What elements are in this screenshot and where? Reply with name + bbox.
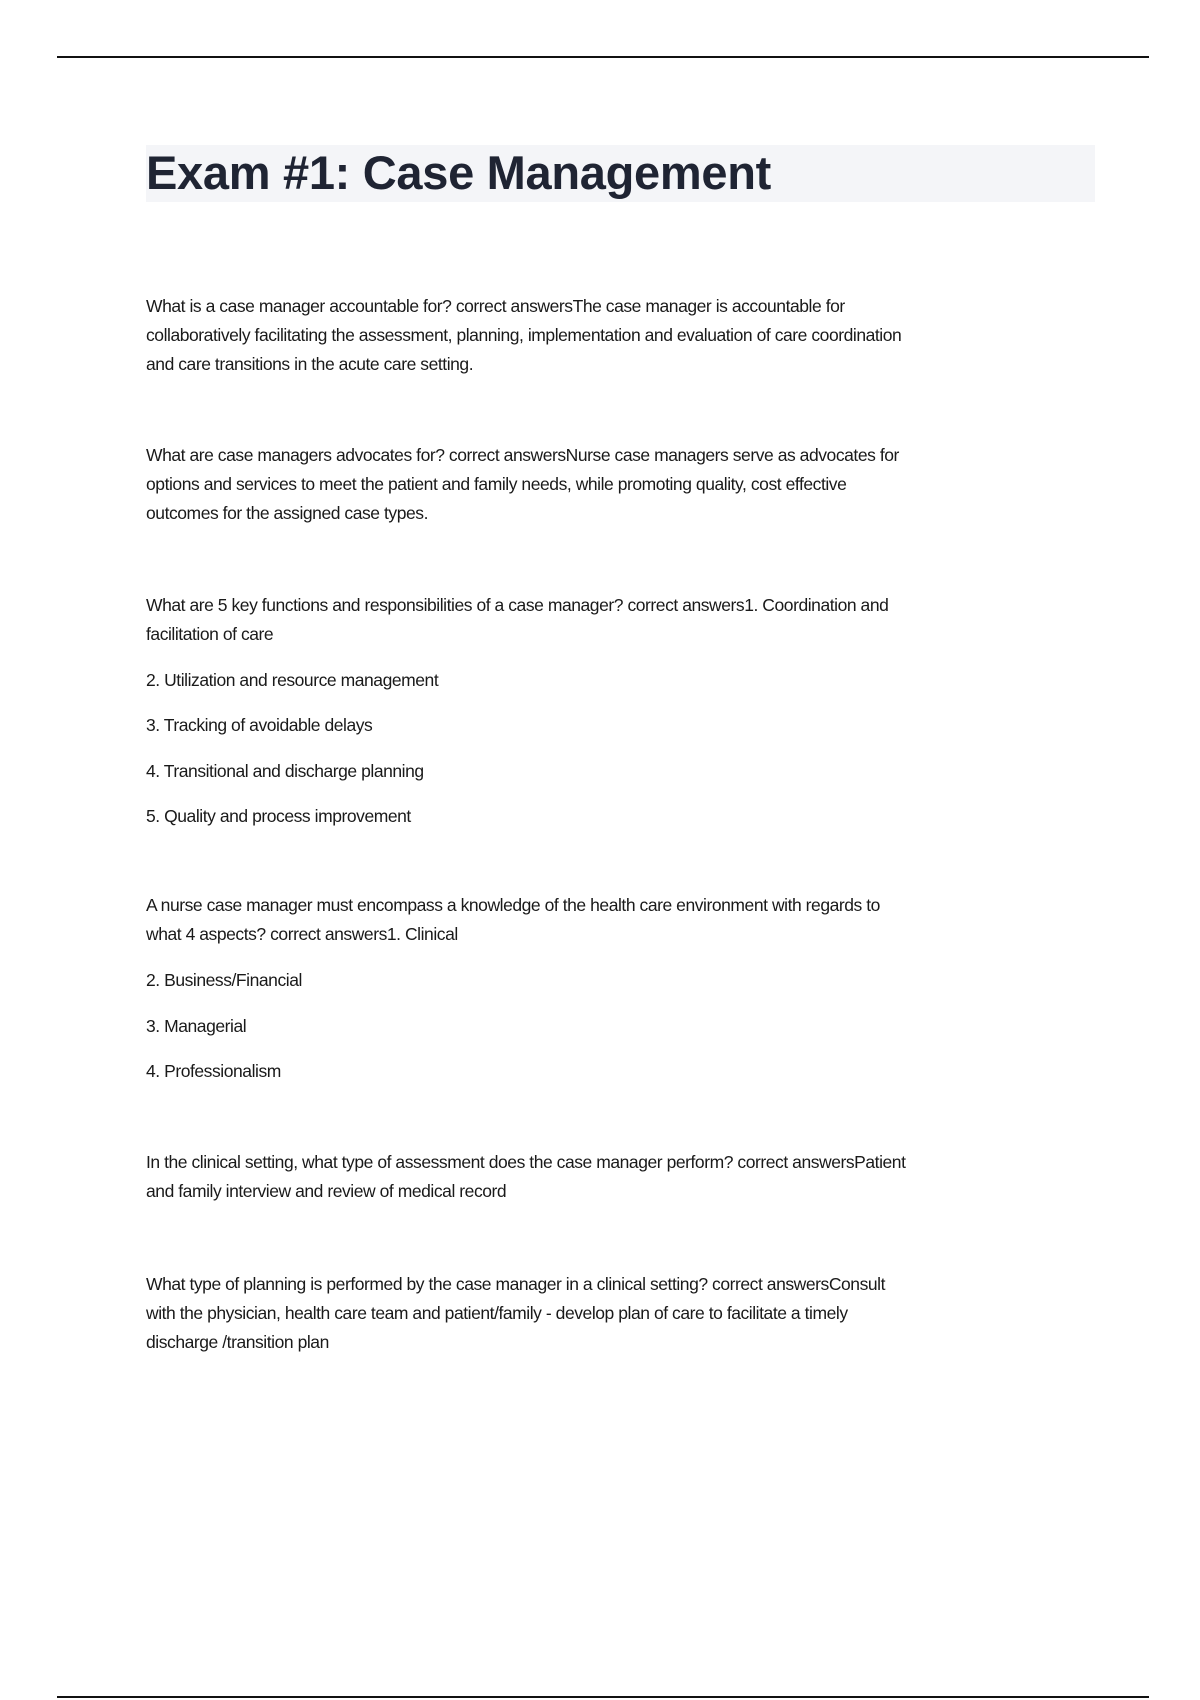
- text-line: what 4 aspects? correct answers1. Clinical: [146, 924, 458, 944]
- page-title: Exam #1: Case Management: [146, 146, 771, 199]
- qa-item-1: [146, 292, 1106, 379]
- text-line: discharge /transition plan: [146, 1332, 329, 1352]
- text-line: options and services to meet the patient and family needs, while promoting quality, cost effective: [146, 474, 847, 494]
- list-item: 3. Tracking of avoidable delays: [146, 715, 373, 735]
- list-item: 5. Quality and process improvement: [146, 806, 411, 826]
- text-line: What type of planning is performed by the case manager in a clinical setting? correct answersConsult: [146, 1274, 886, 1294]
- text-line: A nurse case manager must encompass a knowledge of the health care environment with regards to: [146, 895, 880, 915]
- top-rule: [57, 56, 1149, 58]
- text-line: What are 5 key functions and responsibilities of a case manager? correct answers1. Coordination and: [146, 595, 889, 615]
- qa-item-2: [146, 441, 1106, 528]
- bottom-rule: [57, 1696, 1149, 1698]
- text-line: facilitation of care: [146, 624, 274, 644]
- text-line: and care transitions in the acute care setting.: [146, 354, 474, 374]
- text-line: outcomes for the assigned case types.: [146, 503, 428, 523]
- text-line: What is a case manager accountable for? correct answersThe case manager is accountable for: [146, 296, 845, 316]
- qa-item-4: [146, 891, 1106, 1086]
- text-line: What are case managers advocates for? correct answersNurse case managers serve as advocates for: [146, 445, 899, 465]
- qa-item-6: [146, 1270, 1106, 1357]
- list-item: 2. Business/Financial: [146, 970, 302, 990]
- list-item: 4. Transitional and discharge planning: [146, 761, 424, 781]
- text-line: In the clinical setting, what type of assessment does the case manager perform? correct answersPatient: [146, 1152, 906, 1172]
- text-line: and family interview and review of medical record: [146, 1181, 507, 1201]
- list-item: 3. Managerial: [146, 1016, 247, 1036]
- qa-item-5: [146, 1148, 1106, 1206]
- qa-item-3: [146, 591, 1106, 831]
- text-line: collaboratively facilitating the assessment, planning, implementation and evaluation of care coordination: [146, 325, 902, 345]
- list-item: 2. Utilization and resource management: [146, 670, 439, 690]
- list-item: 4. Professionalism: [146, 1061, 281, 1081]
- text-line: with the physician, health care team and patient/family - develop plan of care to facilitate a timely: [146, 1303, 848, 1323]
